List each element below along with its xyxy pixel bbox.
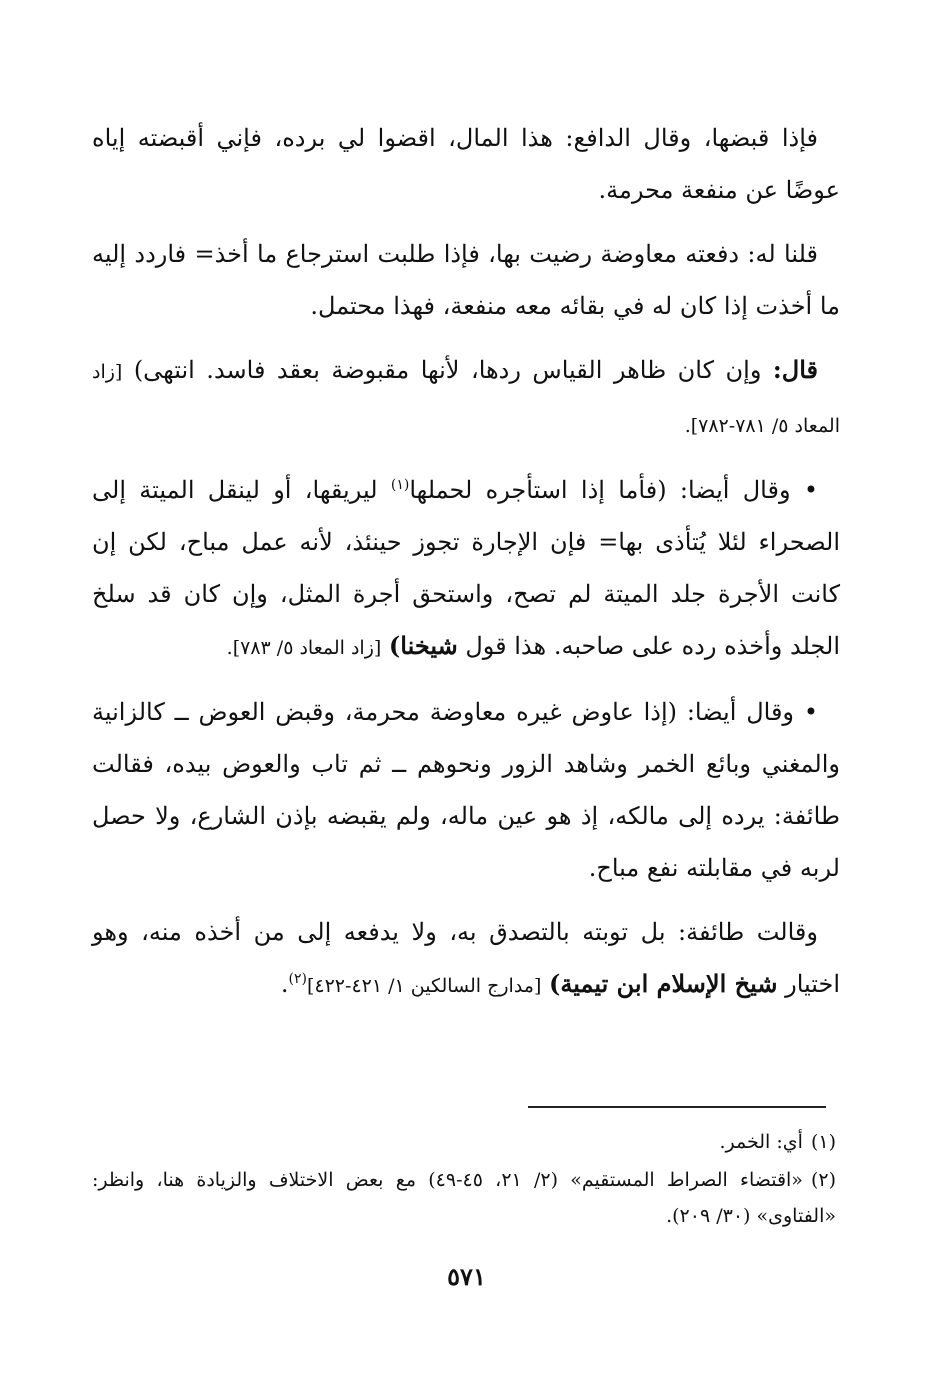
paragraph-2 (92, 228, 840, 332)
footnote-divider (528, 1106, 826, 1108)
footnote-1-text: أي: الخمر. (719, 1131, 803, 1153)
page-number: ٥٧١ (447, 1262, 486, 1291)
main-text (92, 112, 840, 1024)
paragraph-1 (92, 112, 840, 216)
paragraph-4-text-rest: ليريقها، أو لينقل الميتة إلى الصحراء لئلا يُتأذى بها= فإن الإجارة تجوز حينئذ، لأنه عمل مباح، لكن إن كانت الأجرة جلد الميتة لم تصح، واستحق أجرة المثل، وإن كان قد سلخ الجلد وأخذه رده على صاحبه. هذا قول (92, 476, 840, 660)
footnote-1 (92, 1124, 836, 1160)
footnotes (92, 1124, 836, 1236)
footnote-2-number: (٢) (810, 1169, 836, 1191)
paragraph-6-bold: شيخ الإسلام ابن تيمية) (549, 969, 778, 998)
paragraph-5-text: • وقال أيضا: (إذا عاوض غيره معاوضة محرمة، وقبض العوض ــ كالزانية والمغني وبائع الخمر وشاهد الزور ونحوهم ــ ثم تاب والعوض بيده، فقالت طائفة: يرده إلى مالكه، إذ هو عين ماله، ولم يقبضه بإذن الشارع، ولا حصل لربه في مقابلته نفع مباح. (92, 698, 840, 882)
paragraph-1-text: فإذا قبضها، وقال الدافع: هذا المال، اقضوا لي برده، فإني أقبضته إياه عوضًا عن منفعة محرمة. (92, 124, 840, 204)
footnote-1-number: (١) (810, 1131, 836, 1153)
paragraph-5 (92, 686, 840, 894)
paragraph-3-text: وإن كان ظاهر القياس ردها، لأنها مقبوضة بعقد فاسد. انتهى) (133, 356, 762, 384)
paragraph-6-end: . (280, 970, 289, 998)
paragraph-4-reference: [زاد المعاد ٥/ ٧٨٣]. (226, 637, 382, 659)
footnote-marker-2: (٢) (288, 971, 307, 987)
paragraph-6 (92, 906, 840, 1012)
footnote-2 (92, 1162, 836, 1234)
footnote-marker-1: (١) (390, 477, 410, 493)
footnote-2-text: «اقتضاء الصراط المستقيم» (٢/ ٢١، ٤٥-٤٩) مع بعض الاختلاف والزيادة هنا، وانظر: «الفتاوى» (٣٠/ ٢٠٩). (92, 1169, 836, 1227)
paragraph-3-lead: قال: (772, 355, 818, 384)
paragraph-6-text: وقالت طائفة: بل توبته بالتصدق به، ولا يدفعه إلى من أخذه منه، وهو اختيار (92, 918, 840, 998)
paragraph-4-text-start: • وقال أيضا: (فأما إذا استأجره لحملها (409, 476, 818, 504)
paragraph-4-bold: شيخنا) (388, 631, 458, 660)
paragraph-2-text: قلنا له: دفعته معاوضة رضيت بها، فإذا طلبت استرجاع ما أخذ= فاردد إليه ما أخذت إذا كان له في بقائه معه منفعة، فهذا محتمل. (92, 240, 840, 320)
paragraph-4 (92, 464, 840, 674)
paragraph-3 (92, 344, 840, 452)
paragraph-6-reference: [مدارج السالكين ١/ ٤٢١-٤٢٢] (306, 975, 542, 997)
paragraph-3-reference: [زاد المعاد ٥/ ٧٨١-٧٨٢]. (92, 361, 840, 437)
